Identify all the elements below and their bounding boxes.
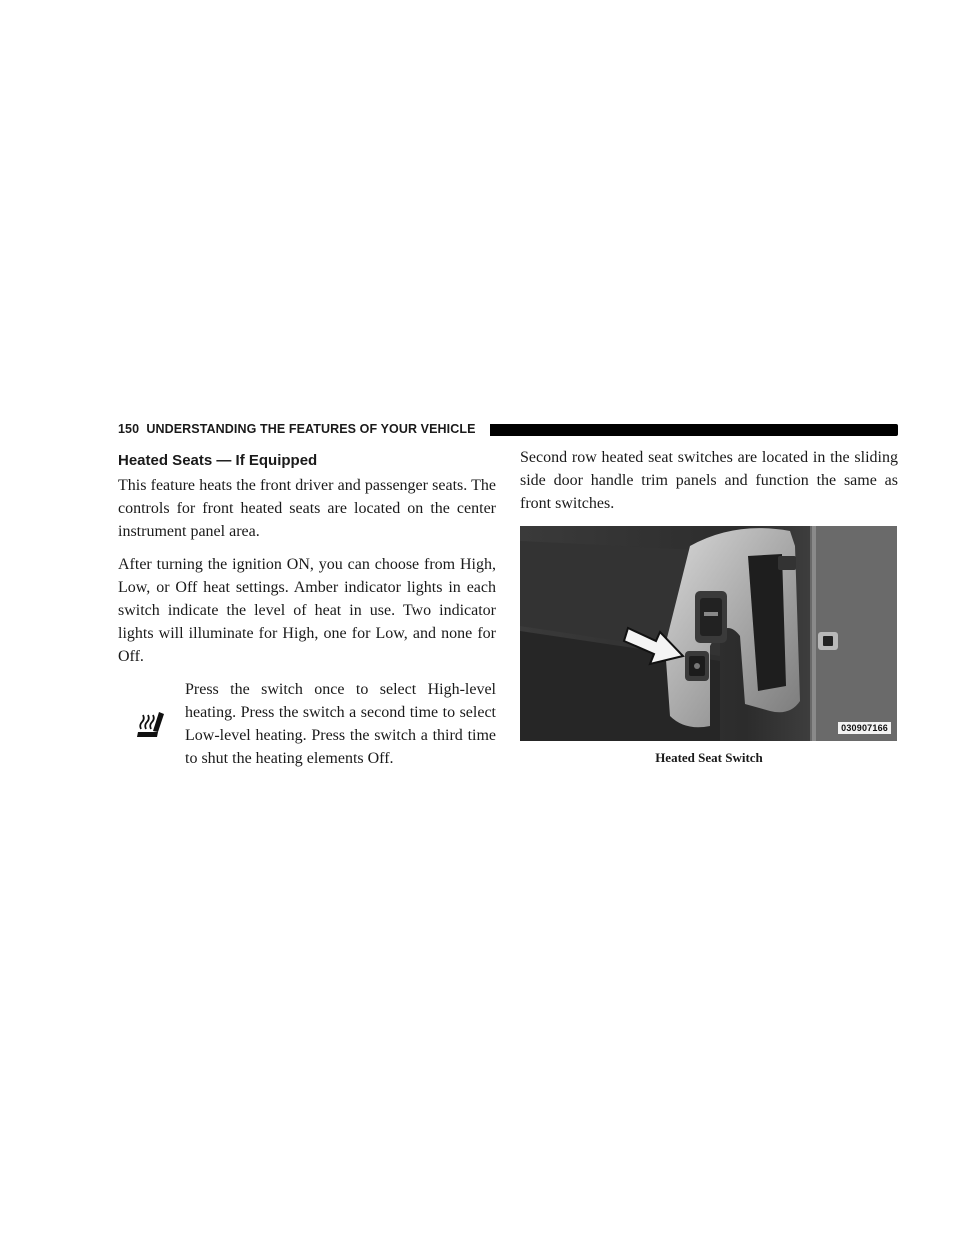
section-heading: Heated Seats — If Equipped (118, 452, 318, 469)
intro-paragraph: This feature heats the front driver and passenger seats. The controls for front heated seats are located on the center instrument panel area. (118, 477, 496, 540)
heated-seat-switch-photo (520, 526, 897, 741)
header-rule-bar (490, 424, 898, 436)
figure-caption: Heated Seat Switch (655, 750, 763, 765)
page-header (118, 421, 898, 438)
right-column (520, 446, 898, 766)
icon-paragraph-text: Press the switch once to select High-level heating. Press the switch a second time to select Low-level heating. Press the switch a third time to shut the heating elements Off. (185, 681, 496, 767)
section-title: UNDERSTANDING THE FEATURES OF YOUR VEHICLE (146, 422, 476, 436)
left-column (118, 451, 496, 770)
second-row-paragraph: Second row heated seat switches are located in the sliding side door handle trim panels and function the same as front switches. (520, 449, 898, 512)
settings-paragraph: After turning the ignition ON, you can choose from High, Low, or Off heat settings. Amber indicator lights in each switch indicate the level of heat in use. Two indicator lights will illuminate for High, one for Low, and none for Off. (118, 556, 496, 665)
icon-paragraph-block (118, 678, 496, 770)
heated-seat-icon (134, 710, 168, 742)
page-header-text (118, 421, 476, 438)
figure-code: 030907166 (838, 722, 891, 734)
page-number: 150 (118, 422, 140, 436)
